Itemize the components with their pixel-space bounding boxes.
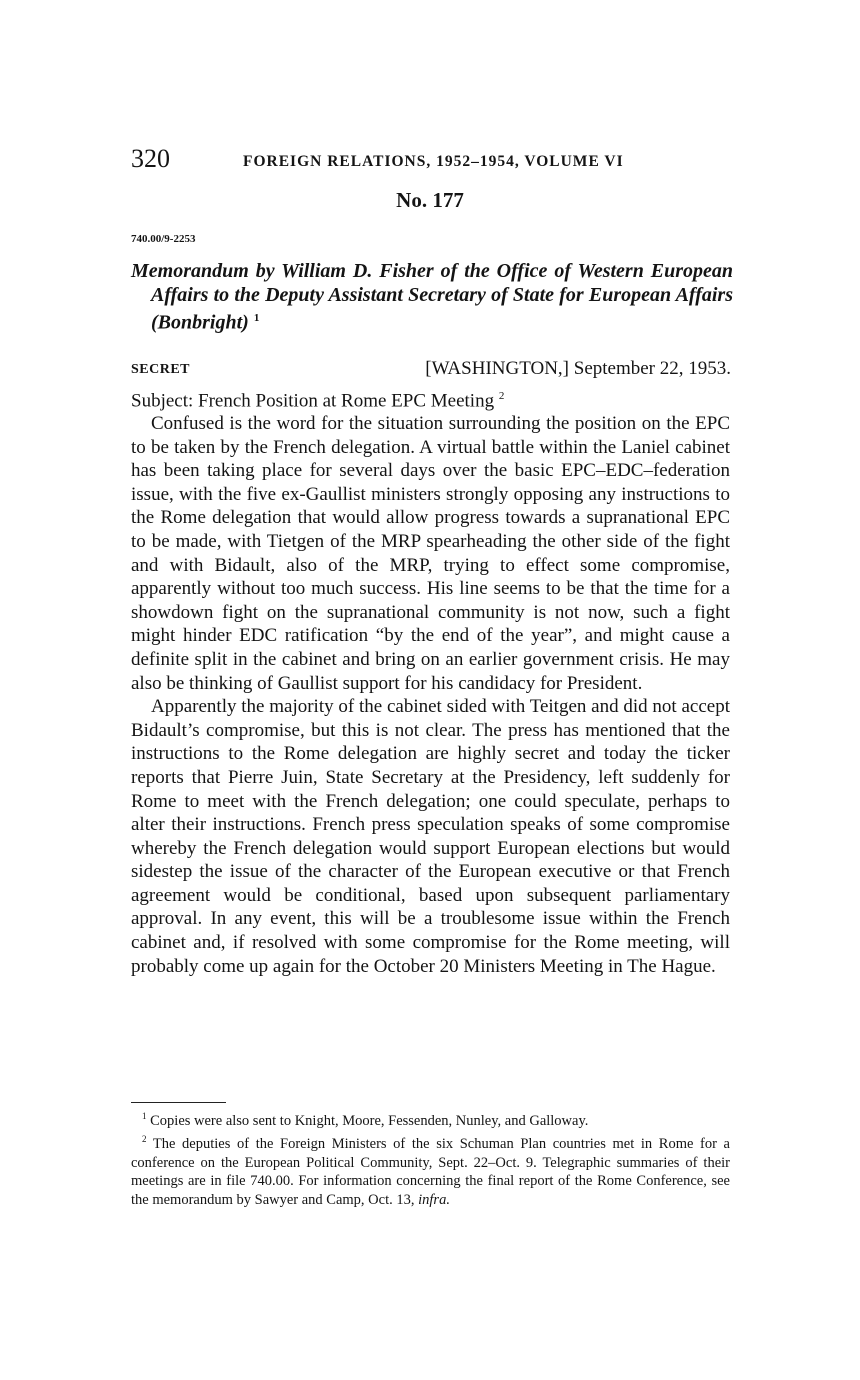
subject-line xyxy=(131,384,504,413)
footnote-text: The deputies of the Foreign Ministers of the six Schuman Plan countries met in Rome for a conference on the European Political Community, Sept. 22–Oct. 9. Telegraphic summaries of their meetings are in file 740.00. For information concerning the final report of the Rome Conference, see the memorandum by Sawyer and Camp, Oct. 13, xyxy=(131,1136,730,1208)
document-number: No. 177 xyxy=(396,188,464,212)
classification-row xyxy=(131,357,731,383)
title-footnote-mark: 1 xyxy=(253,312,260,324)
body-paragraph: Apparently the majority of the cabinet sided with Teitgen and did not accept Bidault’s compromise, but this is not clear. The press has mentioned that the instructions to the Rome delegation are highly secret and today the ticker reports that Pierre Juin, State Secretary at the Presidency, left suddenly for Rome to meet with the French delegation; one could speculate, perhaps to alter their instructions. French press speculation speaks of some compromise whereby the French delegation would support European elections but would sidestep the issue of the character of the European executive or that French agreement would be conditional, based upon subsequent parliamentary approval. In any event, this will be a troublesome issue within the French cabinet and, if resolved with some compromise for the Rome meeting, will probably come up again for the October 20 Ministers Meeting in The Hague. xyxy=(131,696,730,977)
footnote-italic-reference: infra. xyxy=(418,1191,450,1208)
footnote-mark: 2 xyxy=(142,1134,147,1145)
classification-label: SECRET xyxy=(131,362,191,377)
subject-footnote-mark: 2 xyxy=(498,390,505,402)
document-title-text: Memorandum by William D. Fisher of the Office of Western European Affairs to the Deputy Assistant Secretary of State for European Affairs (Bonbright) xyxy=(131,260,733,334)
page-number: 320 xyxy=(131,144,170,173)
document-title xyxy=(131,260,733,335)
footnote-item xyxy=(131,1107,730,1130)
footnote-mark: 1 xyxy=(142,1111,147,1121)
place-date: [WASHINGTON,] September 22, 1953. xyxy=(425,358,731,379)
volume-title: FOREIGN RELATIONS, 1952–1954, VOLUME VI xyxy=(243,153,624,170)
footnotes xyxy=(131,1107,730,1209)
footnote-text: Copies were also sent to Knight, Moore, Fessenden, Nunley, and Galloway. xyxy=(150,1112,589,1129)
file-reference: 740.00/9-2253 xyxy=(131,233,196,245)
subject-text: Subject: French Position at Rome EPC Meeting xyxy=(131,390,495,412)
footnote-item xyxy=(131,1130,730,1209)
memorandum-body xyxy=(131,412,730,978)
running-header xyxy=(131,143,731,179)
footnote-divider xyxy=(131,1102,226,1103)
body-paragraph: Confused is the word for the situation surrounding the position on the EPC to be taken by the French delegation. A virtual battle within the Laniel cabinet has been taking place for several days over the basic EPC–EDC–federation issue, with the five ex-Gaullist ministers strongly opposing any instructions to the Rome delegation that would allow progress towards a supranational EPC to be made, with Tietgen of the MRP spearheading the other side of the fight and with Bidault, also of the MRP, trying to effect some compromise, apparently without too much success. His line seems to be that the time for a showdown fight on the supranational community is not now, such a fight might hinder EDC ratification “by the end of the year”, and might cause a definite split in the cabinet and bring on an earlier government crisis. He may also be thinking of Gaullist support for his candidacy for President. xyxy=(131,413,730,694)
